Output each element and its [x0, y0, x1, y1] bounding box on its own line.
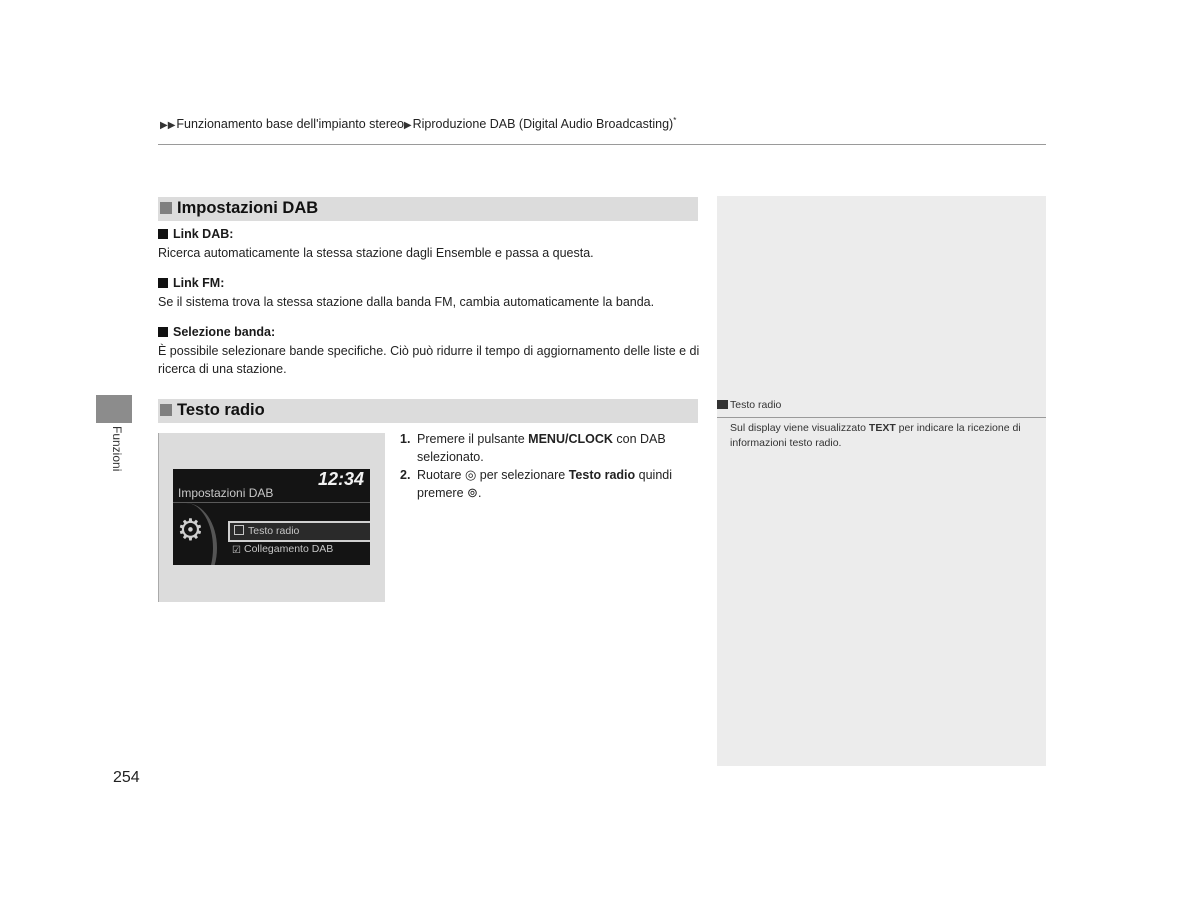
bullet-square-icon — [158, 278, 168, 288]
item-heading-link-fm: Link FM: — [158, 276, 224, 290]
section-heading-impostazioni-dab — [158, 197, 698, 221]
menu-option-testo-radio[interactable]: Testo radio — [228, 521, 370, 542]
breadcrumb-part1[interactable]: Funzionamento base dell'impianto stereo — [176, 117, 404, 132]
breadcrumb — [160, 116, 676, 131]
procedure-steps: 1. Premere il pulsante MENU/CLOCK con DAB selezionato. 2. Ruotare ◎ per selezionare Testo radio quindi premere ⊚. — [400, 430, 700, 502]
reference-marker-icon — [717, 400, 728, 409]
bullet-square-icon — [158, 229, 168, 239]
header-divider — [158, 144, 1046, 145]
section-marker-icon — [160, 404, 172, 416]
step-1: 1. Premere il pulsante MENU/CLOCK con DAB — [400, 432, 666, 446]
note-heading: Testo radio — [717, 399, 1046, 418]
breadcrumb-part2[interactable]: Riproduzione DAB (Digital Audio Broadcasting) — [412, 117, 674, 132]
section-title: Impostazioni DAB — [177, 199, 319, 217]
note-text: Sul display viene visualizzato TEXT per indicare la ricezione di informazioni testo radio. — [730, 422, 1021, 449]
chapter-tab-label: Funzioni — [110, 426, 124, 472]
menu-clock-button-label: MENU/CLOCK — [528, 432, 613, 446]
settings-gear-icon: ⚙ — [177, 514, 204, 547]
display-divider — [173, 502, 370, 503]
item-text-link-fm: Se il sistema trova la stessa stazione dalla banda FM, cambia automaticamente la banda. — [158, 295, 655, 309]
display-title: Impostazioni DAB — [178, 486, 274, 500]
chapter-thumb-tab — [96, 395, 132, 423]
display-screenshot — [173, 469, 370, 565]
breadcrumb-arrows-icon: ▶▶ — [160, 120, 176, 132]
breadcrumb-arrow-icon: ▶ — [403, 120, 412, 132]
checkbox-unchecked-icon — [234, 525, 244, 535]
checkbox-checked-icon: ☑ — [232, 545, 241, 556]
page-number: 254 — [113, 769, 140, 786]
breadcrumb-footnote-mark: * — [673, 116, 677, 125]
menu-option-collegamento-dab[interactable]: ☑ Collegamento DAB — [232, 543, 334, 556]
sidebar-panel — [717, 196, 1046, 766]
section-title: Testo radio — [177, 401, 265, 419]
section-heading-testo-radio — [158, 399, 698, 423]
press-knob-icon: ⊚ — [467, 485, 478, 500]
item-heading-selezione-banda: Selezione banda: — [158, 325, 275, 339]
item-heading-link-dab: Link DAB: — [158, 227, 233, 241]
section-marker-icon — [160, 202, 172, 214]
testo-radio-label: Testo radio — [568, 468, 636, 482]
bullet-square-icon — [158, 327, 168, 337]
display-clock: 12:34 — [317, 469, 364, 489]
step-2: 2. Ruotare ◎ per selezionare Testo radio quindi — [400, 467, 673, 482]
rotate-knob-icon: ◎ — [464, 467, 477, 482]
item-text-link-dab: Ricerca automaticamente la stessa stazione dagli Ensemble e passa a questa. — [158, 246, 594, 260]
item-text-selezione-banda: È possibile selezionare bande specifiche. Ciò può ridurre il tempo di aggiornamento delle liste e di ricerca di una stazione. — [158, 344, 700, 376]
